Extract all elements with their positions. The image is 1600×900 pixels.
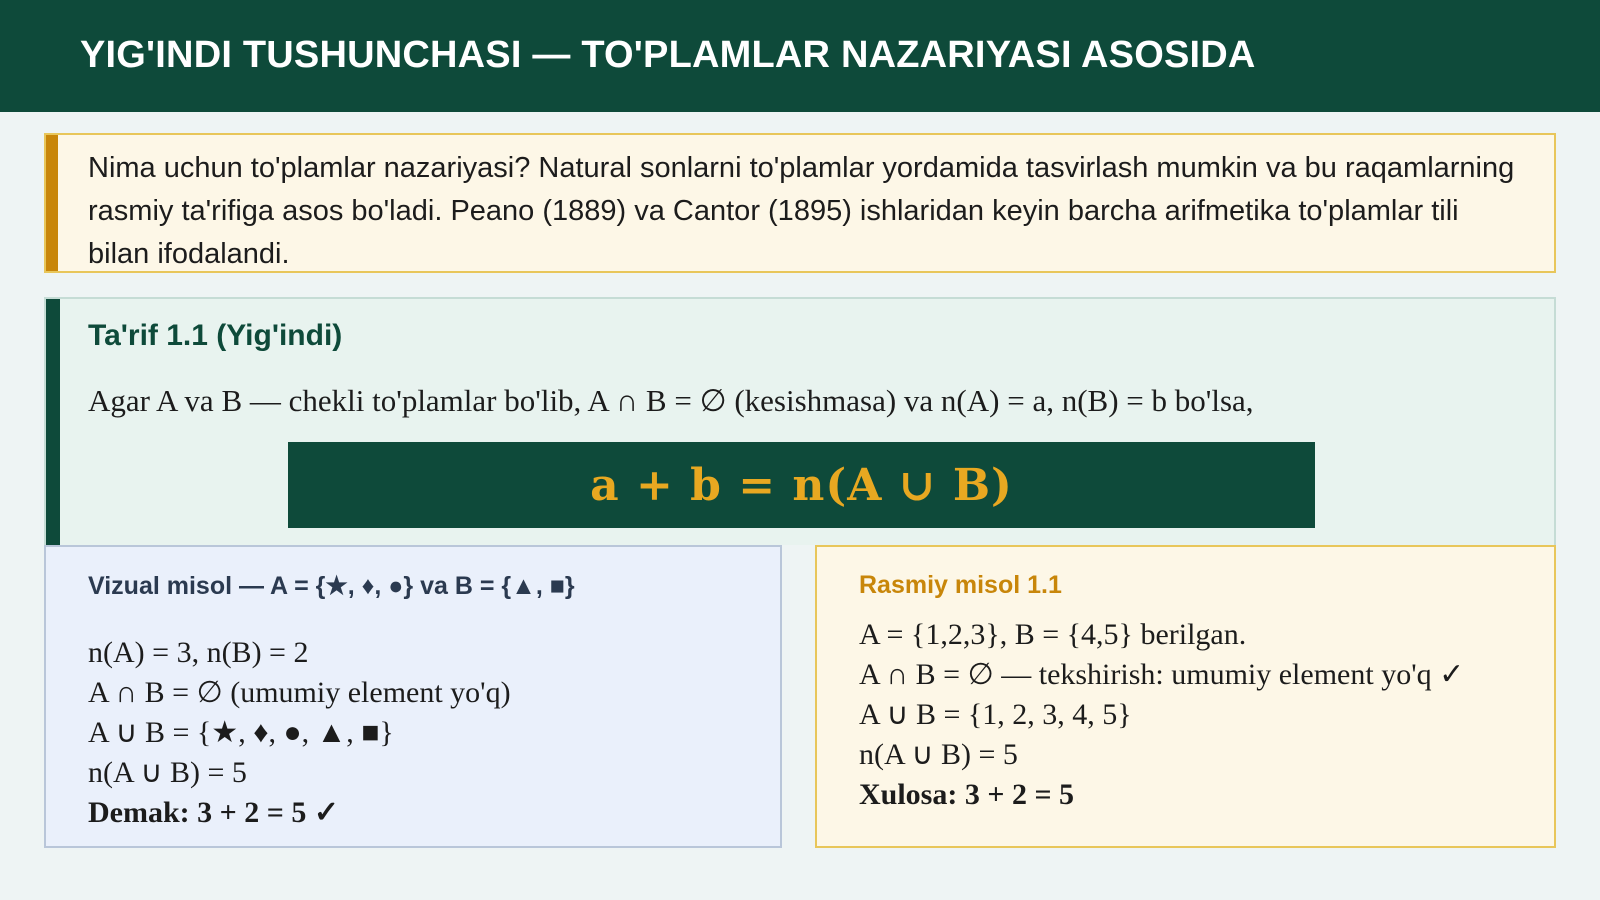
page-title: YIG'INDI TUSHUNCHASI — TO'PLAMLAR NAZARIYASI ASOSIDA <box>80 34 1256 76</box>
visual-example-line: A ∩ B = ∅ (umumiy element yo'q) <box>88 676 511 709</box>
visual-example-conclusion: Demak: 3 + 2 = 5 ✓ <box>88 796 339 829</box>
intro-accent-bar <box>46 135 58 271</box>
formula: a + b = n(A ∪ B) <box>590 459 1013 511</box>
visual-example-panel <box>44 545 782 848</box>
formal-example-title: Rasmiy misol 1.1 <box>859 571 1062 599</box>
formal-example-line: A = {1,2,3}, B = {4,5} berilgan. <box>859 618 1247 651</box>
definition-accent-bar <box>46 299 60 545</box>
formal-example-panel <box>815 545 1556 848</box>
visual-example-line: n(A) = 3, n(B) = 2 <box>88 636 309 669</box>
definition-panel <box>44 297 1556 545</box>
intro-text: Nima uchun to'plamlar nazariyasi? Natural sonlarni to'plamlar yordamida tasvirlash mumkin va bu raqamlarning rasmiy ta'rifiga asos bo'ladi. Peano (1889) va Cantor (1895) ishlaridan keyin barcha arifmetika to'plamlar tili bilan ifodalandi. <box>88 152 1515 270</box>
formal-example-body <box>859 615 1519 815</box>
formal-example-line: A ∪ B = {1, 2, 3, 4, 5} <box>859 698 1132 731</box>
formal-example-line: A ∩ B = ∅ — tekshirish: umumiy element yo'q ✓ <box>859 658 1465 691</box>
formal-example-conclusion: Xulosa: 3 + 2 = 5 <box>859 778 1075 811</box>
visual-example-title: Vizual misol — A = {★, ♦, ●} va B = {▲, ■} <box>88 572 575 600</box>
header-bar <box>0 0 1600 112</box>
visual-example-line: A ∪ B = {★, ♦, ●, ▲, ■} <box>88 716 394 749</box>
formal-example-line: n(A ∪ B) = 5 <box>859 738 1018 771</box>
intro-callout <box>44 133 1556 273</box>
definition-text: Agar A va B — chekli to'plamlar bo'lib, A ∩ B = ∅ (kesishmasa) va n(A) = a, n(B) = b bo'lsa, <box>88 383 1254 418</box>
formula-box <box>288 442 1315 528</box>
definition-title: Ta'rif 1.1 (Yig'indi) <box>88 319 343 352</box>
visual-example-body <box>88 633 511 833</box>
visual-example-line: n(A ∪ B) = 5 <box>88 756 247 789</box>
